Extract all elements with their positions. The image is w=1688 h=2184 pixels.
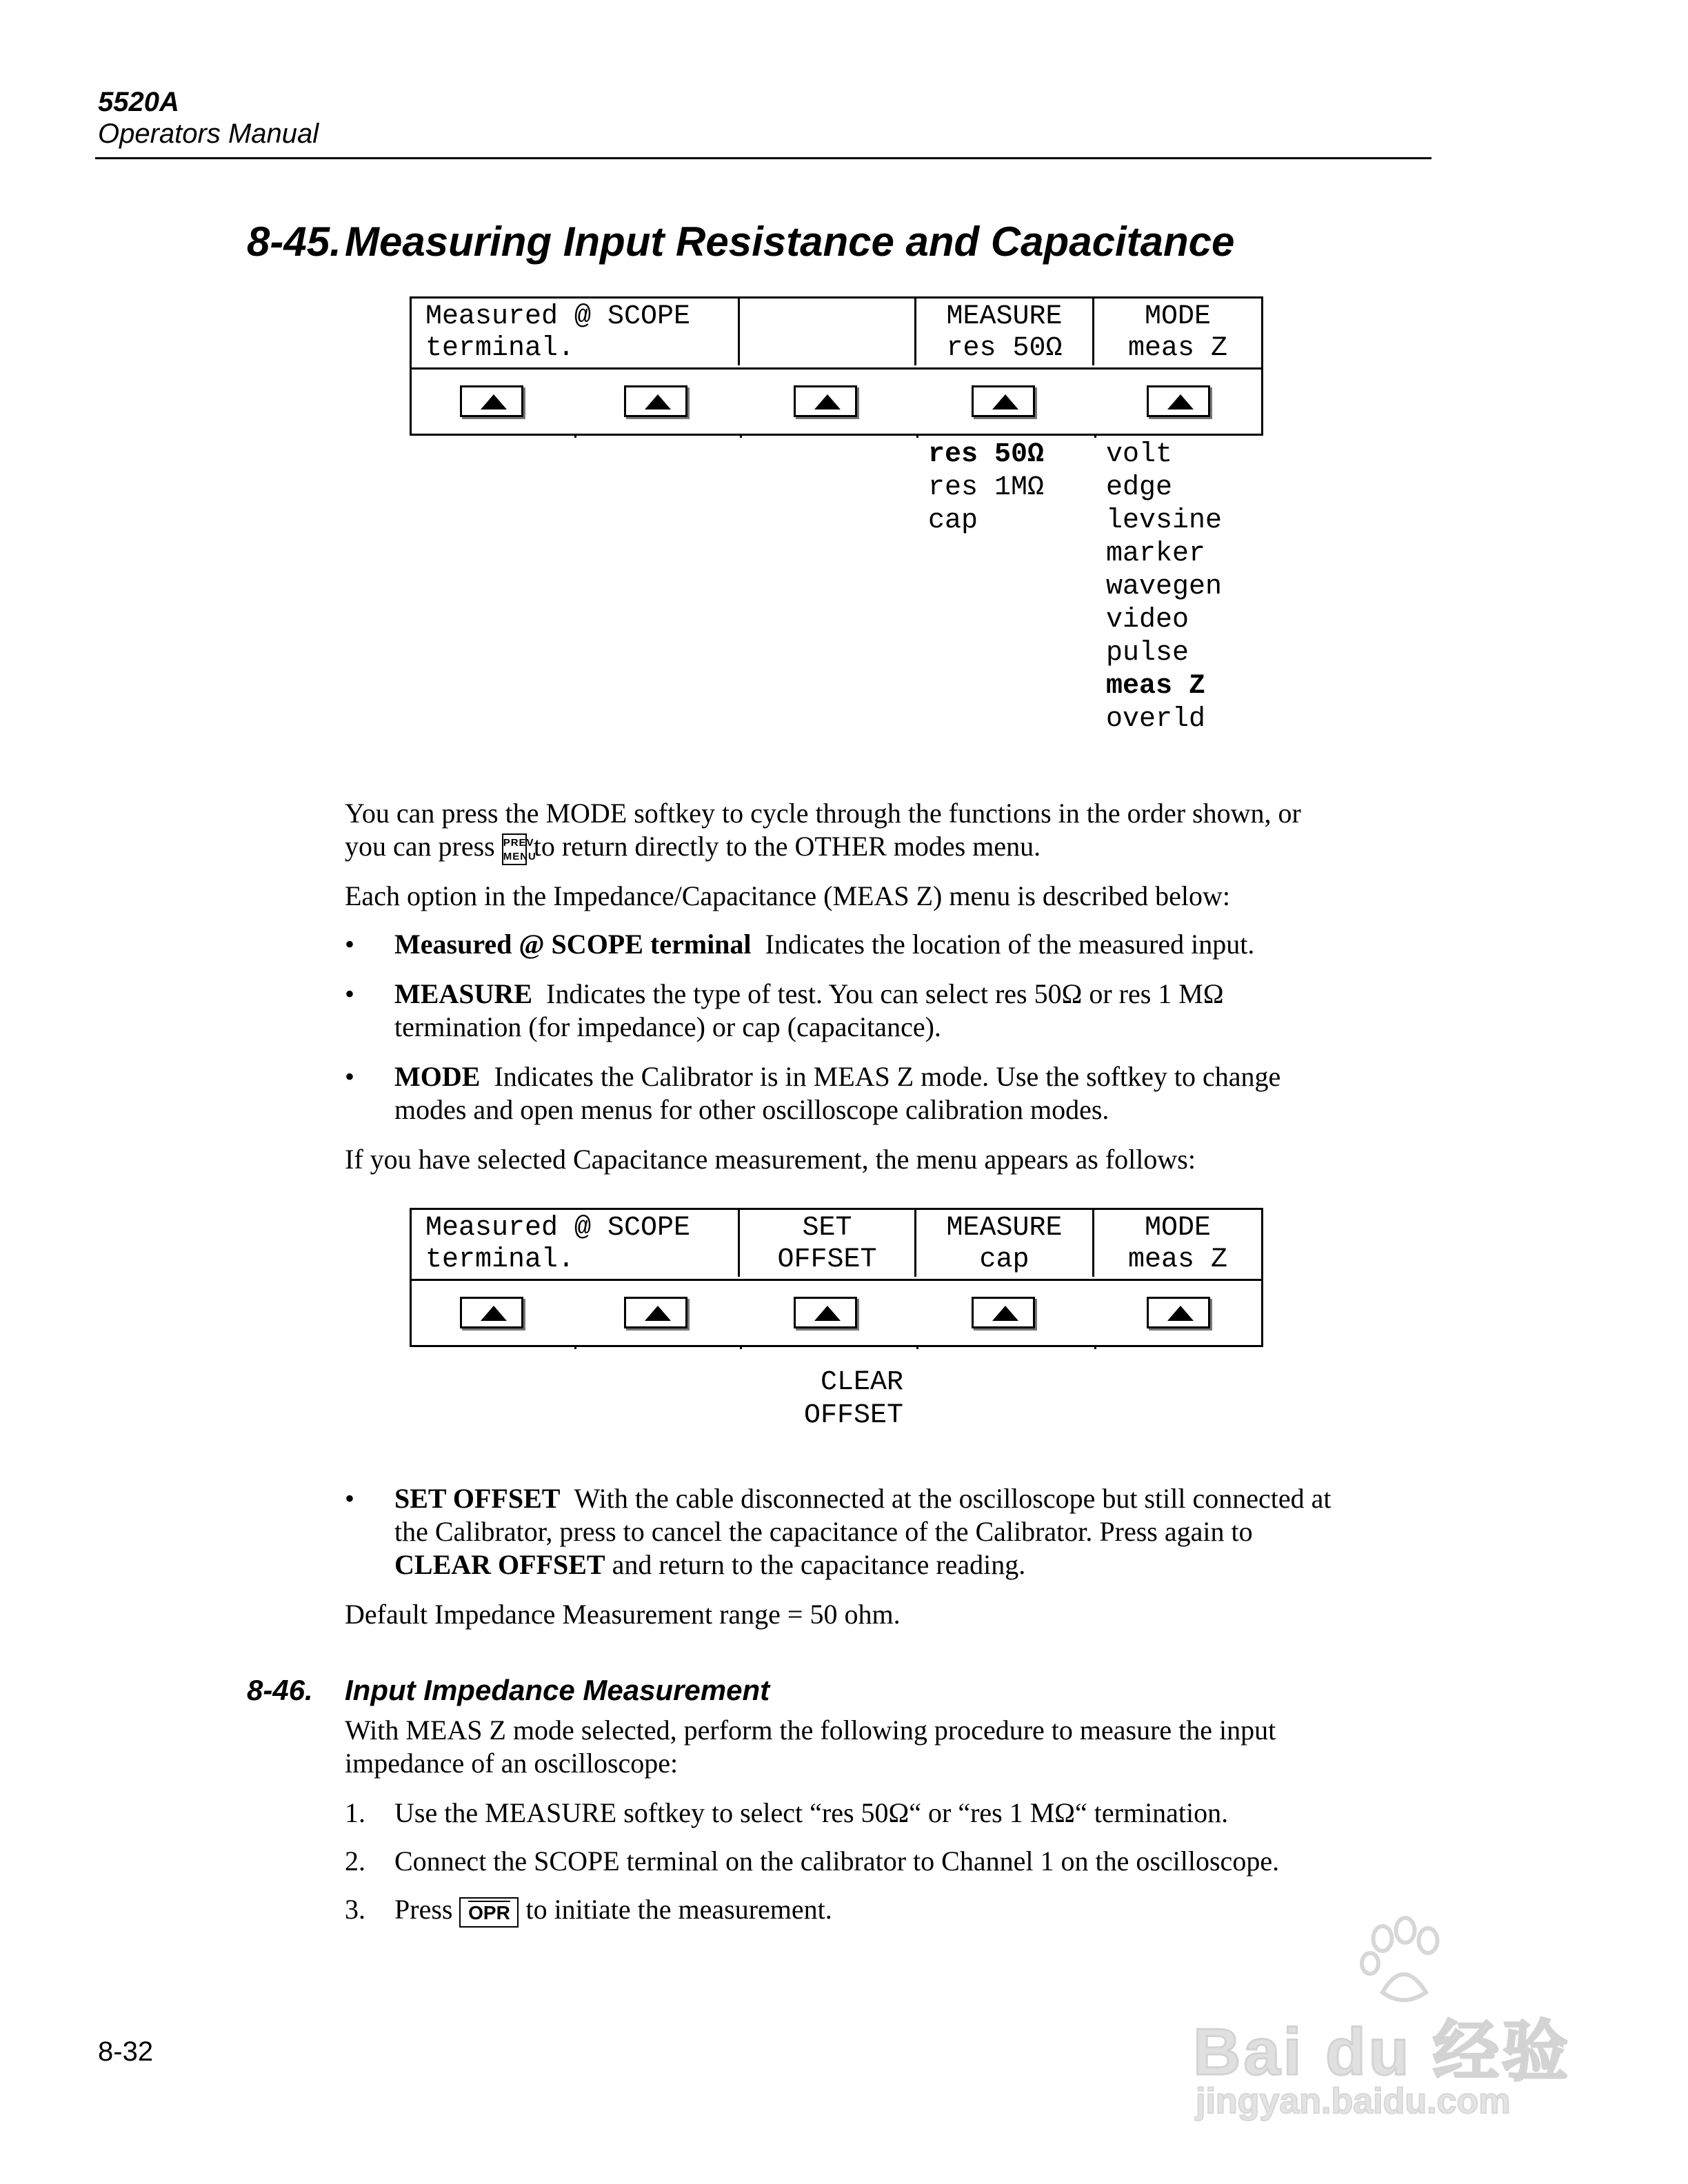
- watermark-brand: Bai du 经验: [1193, 2015, 1571, 2089]
- measure-option: res 50Ω: [928, 439, 1045, 470]
- bullet-term: CLEAR OFFSET: [394, 1549, 605, 1580]
- divider-tick: [1094, 1345, 1096, 1349]
- cell-line1: MODE: [1144, 301, 1211, 332]
- bullet-marker: •: [345, 1483, 355, 1514]
- softkey-4[interactable]: [972, 1297, 1035, 1328]
- mode-option: video: [1106, 605, 1189, 636]
- bullet-marker: •: [345, 1061, 355, 1092]
- menu-cell-location: [412, 1210, 740, 1277]
- bullet-text: With the cable disconnected at the oscilloscope but still connected at: [574, 1483, 1332, 1514]
- bullet-term: MEASURE: [394, 978, 533, 1009]
- step-text: Press: [394, 1894, 453, 1925]
- up-arrow-icon: [645, 1306, 671, 1321]
- softkey-3[interactable]: [794, 385, 857, 417]
- menu-cell-mode: [1094, 1210, 1261, 1277]
- header-rule: [95, 157, 1431, 159]
- bullet-text: and return to the capacitance reading.: [612, 1549, 1026, 1580]
- watermark-url: jingyan.baidu.com: [1196, 2081, 1511, 2121]
- paw-logo-icon: [1352, 1910, 1455, 2013]
- menu-cell-mode: [1094, 299, 1261, 365]
- bullet-text: Indicates the location of the measured input.: [765, 929, 1255, 960]
- bullet-term: MODE: [394, 1061, 481, 1092]
- bullet-text: modes and open menus for other oscilloscope calibration modes.: [394, 1094, 1109, 1125]
- mode-option: wavegen: [1106, 572, 1223, 603]
- softkey-menu-display-capacitance: [410, 1208, 1263, 1347]
- softkey-2[interactable]: [624, 1297, 687, 1328]
- step-number: 2.: [345, 1846, 365, 1877]
- baidu-watermark: [1193, 1910, 1593, 2121]
- mode-option: edge: [1106, 472, 1173, 503]
- cell-line1: MEASURE: [946, 301, 1063, 332]
- bullet-term: Measured @ SCOPE terminal: [394, 929, 752, 960]
- softkey-4[interactable]: [972, 385, 1035, 417]
- bullet-item: [394, 978, 1443, 1044]
- opr-key-icon: [459, 1897, 519, 1928]
- step-number: 1.: [345, 1797, 365, 1828]
- cell-line2: res 50Ω: [946, 333, 1063, 364]
- bullet-item: [394, 928, 1443, 961]
- body-paragraph: [345, 797, 1434, 865]
- cell-line2: cap: [979, 1244, 1029, 1275]
- mode-option: overld: [1106, 704, 1206, 735]
- option-line: OFFSET: [803, 1400, 903, 1431]
- softkey-1[interactable]: [460, 385, 523, 417]
- subsection-title: [247, 1674, 770, 1707]
- bullet-item: [394, 1060, 1443, 1126]
- document-model: 5520A: [98, 87, 179, 117]
- clear-offset-option: [758, 1366, 903, 1433]
- up-arrow-icon: [814, 1306, 841, 1321]
- divider-tick: [916, 434, 918, 438]
- body-paragraph: Each option in the Impedance/Capacitance (MEAS Z) menu is described below:: [345, 880, 1231, 911]
- section-title-text: Measuring Input Resistance and Capacitance: [345, 219, 1235, 265]
- paragraph-line: You can press the MODE softkey to cycle through the functions in the order shown, or: [345, 798, 1301, 829]
- section-title: [247, 218, 1234, 265]
- step-number: 3.: [345, 1894, 365, 1925]
- cell-line1: Measured @ SCOPE: [425, 301, 691, 332]
- softkey-5[interactable]: [1147, 1297, 1210, 1328]
- key-label-top: PREV: [503, 836, 534, 849]
- softkey-row: [412, 367, 1261, 434]
- body-paragraph: [345, 1714, 1434, 1780]
- bullet-term: SET OFFSET: [394, 1483, 561, 1514]
- section-number: 8-45.: [247, 219, 341, 265]
- bullet-marker: •: [345, 929, 355, 960]
- body-paragraph: If you have selected Capacitance measurement, the menu appears as follows:: [345, 1144, 1196, 1175]
- measure-option: cap: [928, 505, 978, 536]
- divider-tick: [916, 1345, 918, 1349]
- paragraph-line: With MEAS Z mode selected, perform the following procedure to measure the input: [345, 1715, 1276, 1746]
- softkey-2[interactable]: [624, 385, 687, 417]
- step-text: Use the MEASURE softkey to select “res 50Ω“ or “res 1 MΩ“ termination.: [394, 1797, 1229, 1828]
- document-subtitle: Operators Manual: [98, 119, 319, 149]
- bullet-text: the Calibrator, press to cancel the capacitance of the Calibrator. Press again to: [394, 1516, 1253, 1547]
- key-label: $\overline{OPR}$: [468, 1901, 510, 1923]
- subsection-title-text: Input Impedance Measurement: [345, 1674, 770, 1706]
- paragraph-text: to return directly to the OTHER modes menu.: [533, 831, 1041, 862]
- subsection-number: 8-46.: [247, 1674, 313, 1706]
- measure-option: res 1MΩ: [928, 472, 1045, 503]
- mode-option: levsine: [1106, 505, 1223, 536]
- softkey-row: [412, 1279, 1261, 1345]
- mode-option: meas Z: [1106, 671, 1206, 702]
- menu-cell-location: [412, 299, 740, 365]
- bullet-text: Indicates the Calibrator is in MEAS Z mode. Use the softkey to change: [494, 1061, 1281, 1092]
- menu-cell-measure: [916, 299, 1094, 365]
- step-text: Connect the SCOPE terminal on the calibrator to Channel 1 on the oscilloscope.: [394, 1846, 1280, 1877]
- prev-menu-key-icon: [502, 833, 536, 865]
- cell-line1: Measured @ SCOPE: [425, 1213, 691, 1244]
- cell-line2: terminal.: [425, 333, 575, 364]
- divider-tick: [574, 1345, 576, 1349]
- cell-line2: terminal.: [425, 1244, 575, 1275]
- option-line: CLEAR: [820, 1367, 903, 1398]
- menu-cell-measure: [916, 1210, 1094, 1277]
- bullet-text: termination (for impedance) or cap (capacitance).: [394, 1011, 941, 1042]
- cell-line1: MEASURE: [946, 1213, 1063, 1244]
- up-arrow-icon: [992, 394, 1018, 410]
- up-arrow-icon: [481, 394, 507, 410]
- bullet-marker: •: [345, 978, 355, 1009]
- mode-option: pulse: [1106, 638, 1189, 669]
- cell-line2: OFFSET: [777, 1244, 877, 1275]
- cell-line2: meas Z: [1127, 333, 1228, 364]
- up-arrow-icon: [992, 1306, 1018, 1321]
- cell-line1: MODE: [1144, 1213, 1211, 1244]
- up-arrow-icon: [645, 394, 671, 410]
- up-arrow-icon: [1167, 1306, 1194, 1321]
- paragraph-text: you can press: [345, 831, 495, 862]
- up-arrow-icon: [481, 1306, 507, 1321]
- divider-tick: [740, 434, 742, 438]
- divider-tick: [574, 434, 576, 438]
- softkey-3[interactable]: [794, 1297, 857, 1328]
- divider-tick: [1094, 434, 1096, 438]
- bullet-text: Indicates the type of test. You can select res 50Ω or res 1 MΩ: [546, 978, 1224, 1009]
- up-arrow-icon: [1167, 394, 1194, 410]
- step-text: to initiate the measurement.: [525, 1894, 832, 1925]
- up-arrow-icon: [814, 394, 841, 410]
- body-paragraph: Default Impedance Measurement range = 50 ohm.: [345, 1599, 901, 1630]
- softkey-5[interactable]: [1147, 385, 1210, 417]
- mode-option: marker: [1106, 538, 1206, 569]
- paragraph-line: impedance of an oscilloscope:: [345, 1748, 679, 1779]
- mode-option: volt: [1106, 439, 1173, 470]
- bullet-item: [394, 1482, 1443, 1581]
- key-label-bottom: MENU: [503, 850, 536, 862]
- cell-line1: SET: [802, 1213, 852, 1244]
- page-number: 8-32: [98, 2036, 154, 2067]
- cell-line2: meas Z: [1127, 1244, 1228, 1275]
- menu-cell-set-offset: [740, 1210, 916, 1277]
- softkey-1[interactable]: [460, 1297, 523, 1328]
- softkey-menu-display: [410, 296, 1263, 436]
- menu-cell-empty: [740, 299, 916, 365]
- divider-tick: [740, 1345, 742, 1349]
